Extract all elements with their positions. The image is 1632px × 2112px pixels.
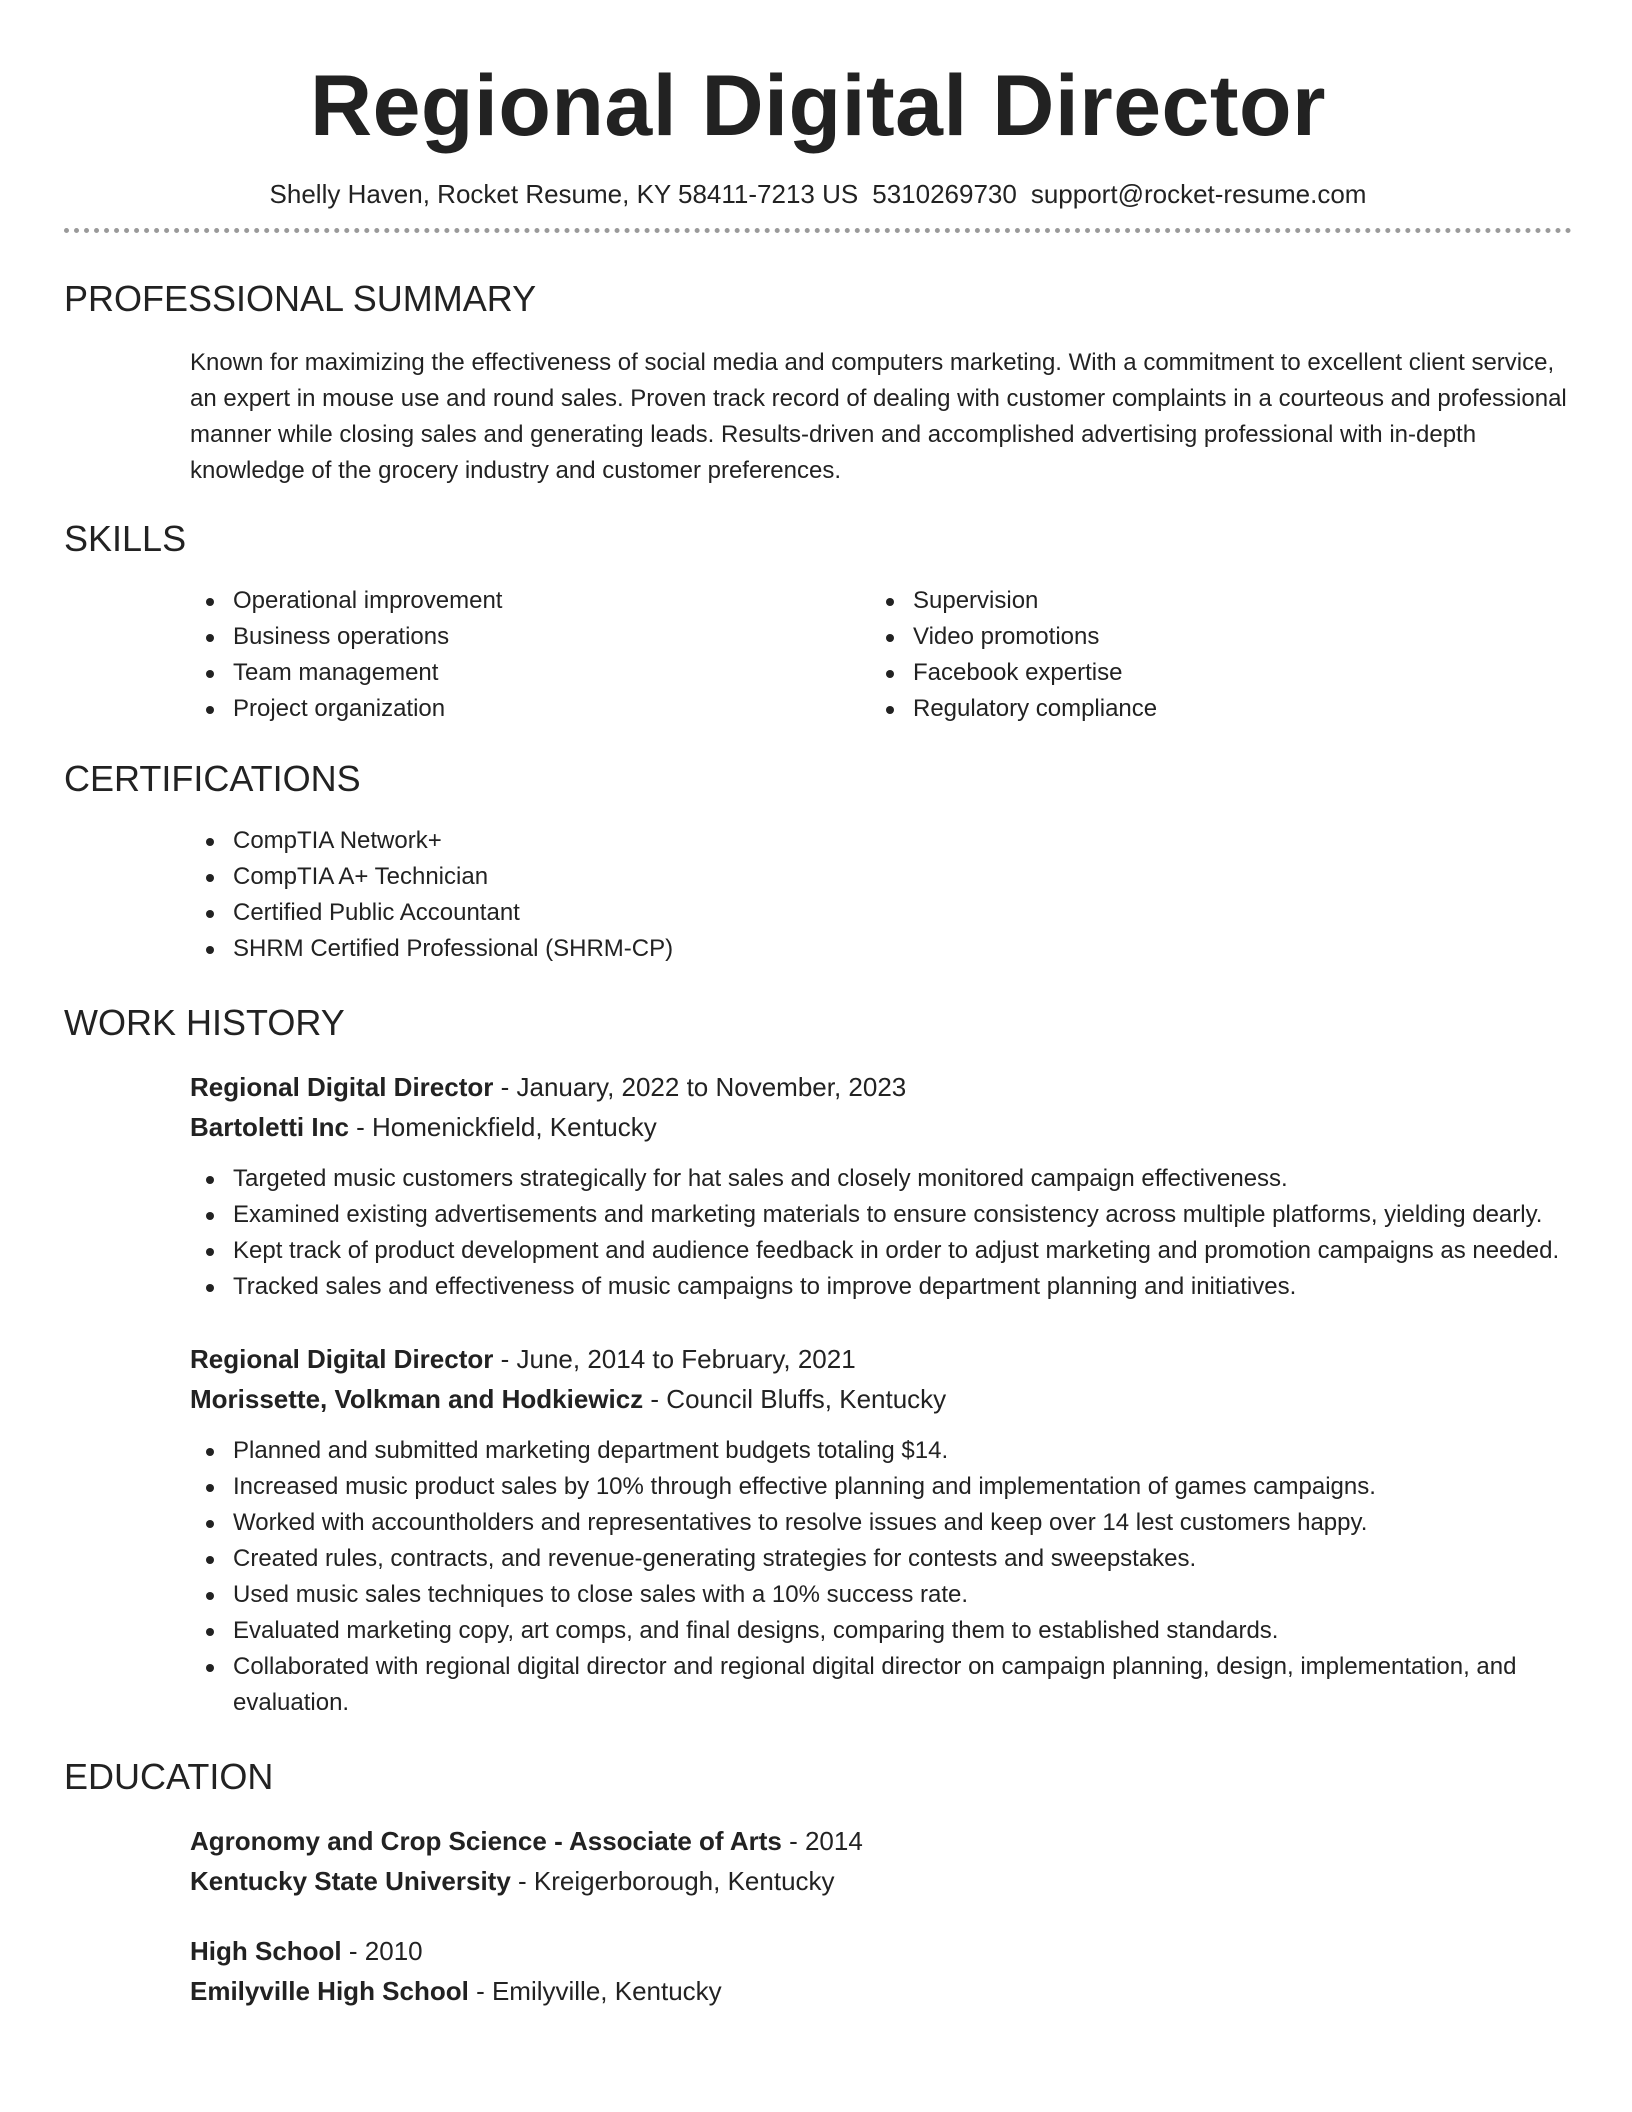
skill-item: Project organization [190,691,870,727]
job-bullet: Increased music product sales by 10% through effective planning and implementation of games campaigns. [190,1469,1572,1505]
education-degree: High School [190,1936,342,1966]
resume-name: Regional Digital Director [310,58,1326,154]
job-bullet: Worked with accountholders and representatives to resolve issues and keep over 14 lest customers happy. [190,1505,1572,1541]
education-year: - 2010 [341,1936,423,1966]
job-bullet: Used music sales techniques to close sales with a 10% success rate. [190,1577,1572,1613]
education-entry [190,1821,1572,1901]
certification-item: Certified Public Accountant [190,895,1572,931]
job-role: Regional Digital Director [190,1344,494,1374]
contact-phone: 5310269730 [872,179,1017,209]
job-bullet: Kept track of product development and audience feedback in order to adjust marketing and promotion campaigns as needed. [190,1233,1572,1269]
job-title-line [190,1339,1572,1379]
section-title-work-history: WORK HISTORY [64,1002,345,1043]
contact-line [64,178,1572,210]
job-company: Morissette, Volkman and Hodkiewicz [190,1384,644,1414]
contact-address: Shelly Haven, Rocket Resume, KY 58411-7213 US [269,179,859,209]
certifications-list [190,823,1572,967]
job-company: Bartoletti Inc [190,1112,349,1142]
education-school: Kentucky State University [190,1866,511,1896]
job-bullet: Collaborated with regional digital director and regional digital director on campaign planning, design, implementation, and evaluation. [190,1649,1572,1721]
certification-item: SHRM Certified Professional (SHRM-CP) [190,931,1572,967]
contact-email: support@rocket-resume.com [1030,179,1367,209]
job-dates: - January, 2022 to November, 2023 [493,1072,907,1102]
job-bullet: Planned and submitted marketing department budgets totaling $14. [190,1433,1572,1469]
education-location: - Emilyville, Kentucky [468,1976,722,2006]
skill-item: Team management [190,655,870,691]
skill-item: Video promotions [870,619,1550,655]
job-bullet: Created rules, contracts, and revenue-generating strategies for contests and sweepstakes. [190,1541,1572,1577]
job-bullet: Targeted music customers strategically for hat sales and closely monitored campaign effectiveness. [190,1161,1572,1197]
section-title-summary: PROFESSIONAL SUMMARY [64,278,537,319]
job-bullet: Examined existing advertisements and marketing materials to ensure consistency across multiple platforms, yielding dearly. [190,1197,1572,1233]
education-degree: Agronomy and Crop Science - Associate of Arts [190,1826,782,1856]
education-school-line [190,1971,1572,2011]
job-role: Regional Digital Director [190,1072,494,1102]
skills-list [190,583,1572,727]
skill-item: Operational improvement [190,583,870,619]
skill-item: Facebook expertise [870,655,1550,691]
job-bullet: Tracked sales and effectiveness of music campaigns to improve department planning and initiatives. [190,1269,1572,1305]
education-degree-line [190,1821,1572,1861]
header-divider [64,228,1572,233]
job-entry [190,1339,1572,1721]
skills-column-right [870,583,1550,727]
education-school: Emilyville High School [190,1976,469,2006]
skills-column-left [190,583,870,727]
education-year: - 2014 [781,1826,863,1856]
job-dates: - June, 2014 to February, 2021 [493,1344,856,1374]
certification-item: CompTIA A+ Technician [190,859,1572,895]
summary-text: Known for maximizing the effectiveness of social media and computers marketing. With a commitment to excellent client service, an expert in mouse use and round sales. Proven track record of dealing with customer complaints in a courteous and professional manner while closing sales and generating leads. Results-driven and accomplished advertising professional with in-depth knowledge of the grocery industry and customer preferences. [190,349,1567,484]
job-company-line [190,1107,1572,1147]
job-bullets [190,1161,1572,1305]
section-title-skills: SKILLS [64,518,187,559]
job-location: - Council Bluffs, Kentucky [643,1384,947,1414]
education-degree-line [190,1931,1572,1971]
job-location: - Homenickfield, Kentucky [348,1112,657,1142]
certification-item: CompTIA Network+ [190,823,1572,859]
job-bullets [190,1433,1572,1721]
section-title-education: EDUCATION [64,1756,274,1797]
education-entry [190,1931,1572,2011]
resume-page [64,0,1572,2011]
education-school-line [190,1861,1572,1901]
skill-item: Supervision [870,583,1550,619]
job-entry [190,1067,1572,1305]
education-location: - Kreigerborough, Kentucky [510,1866,835,1896]
job-company-line [190,1379,1572,1419]
job-bullet: Evaluated marketing copy, art comps, and final designs, comparing them to established standards. [190,1613,1572,1649]
section-title-certifications: CERTIFICATIONS [64,758,361,799]
skill-item: Business operations [190,619,870,655]
skill-item: Regulatory compliance [870,691,1550,727]
job-title-line [190,1067,1572,1107]
